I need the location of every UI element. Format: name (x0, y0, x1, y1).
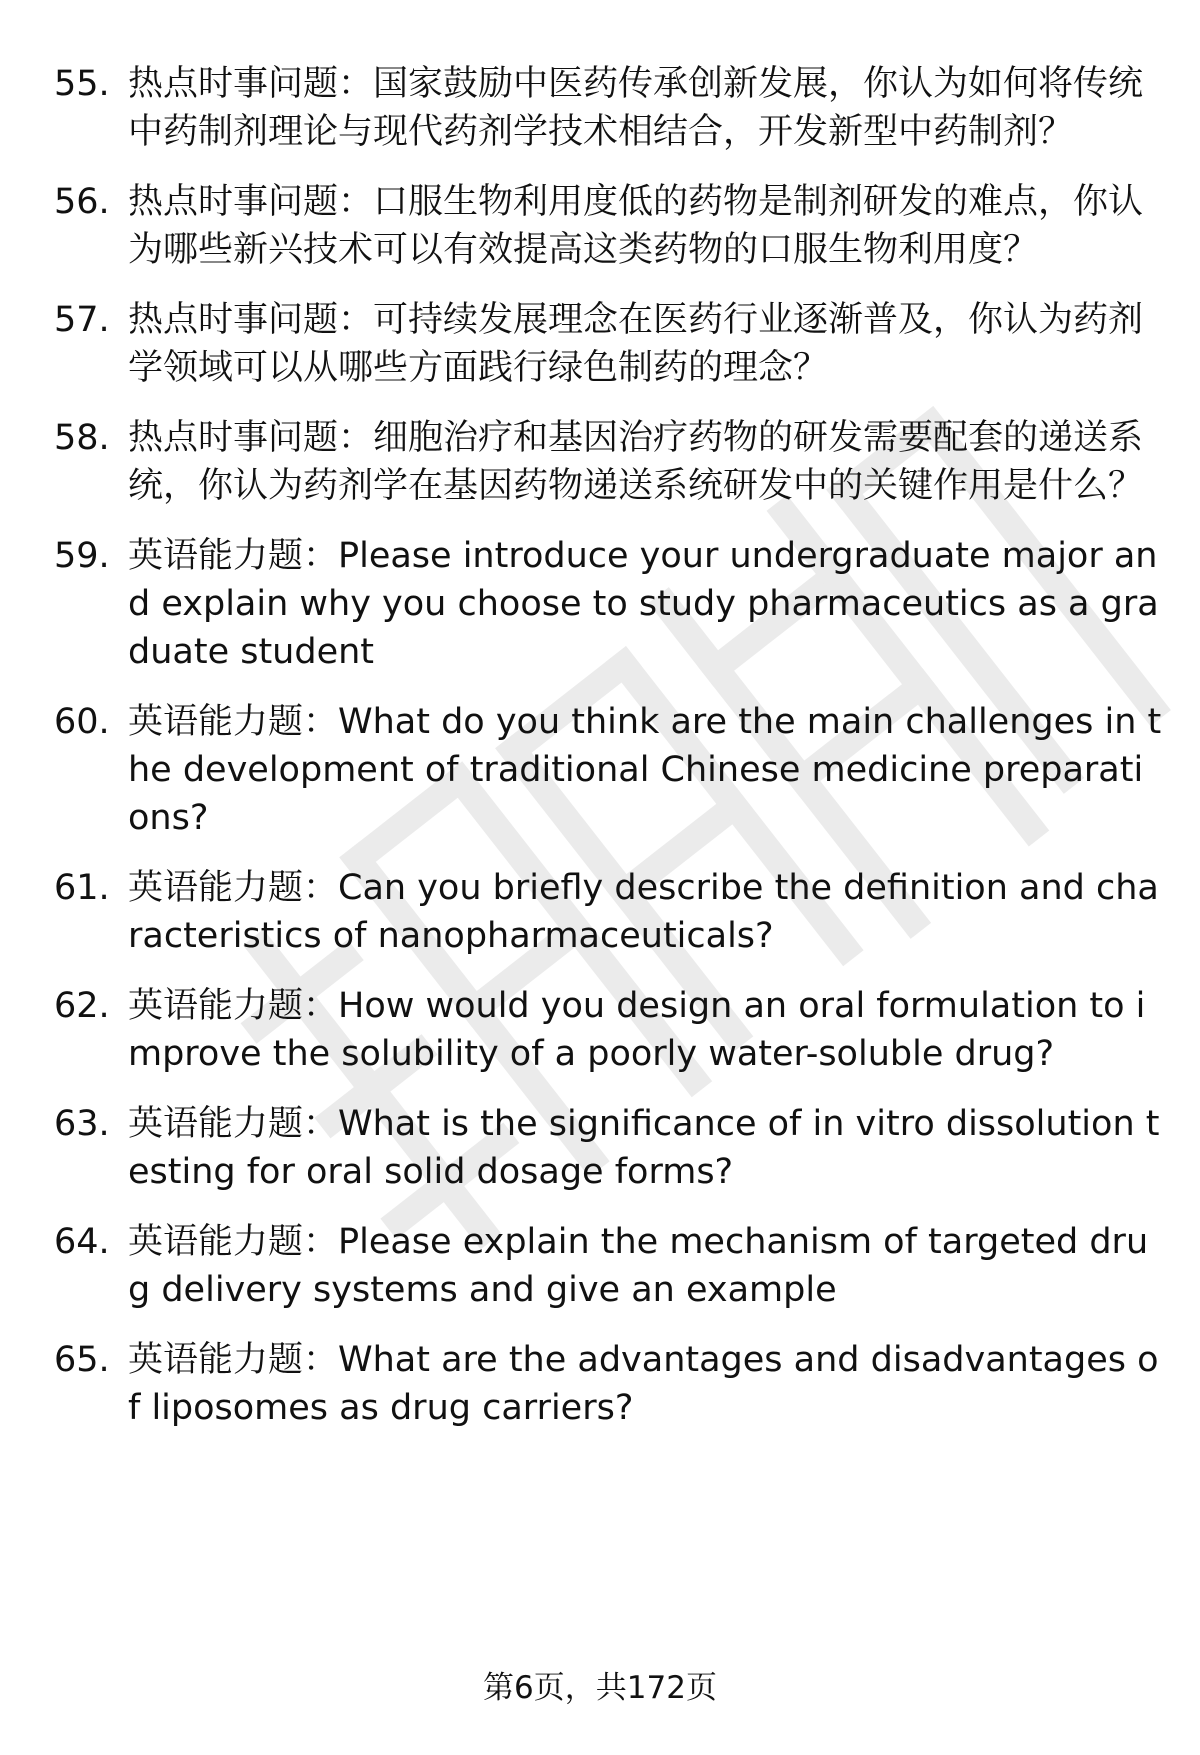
question-number: 56. (54, 182, 110, 222)
question-number: 62. (54, 986, 110, 1026)
question-number: 57. (54, 300, 110, 340)
question-text: 英语能力题：What is the significance of in vitro dissolution testing for oral solid dosage forms? (128, 1104, 1160, 1192)
question-number: 59. (54, 536, 110, 576)
question-text: 热点时事问题：细胞治疗和基因治疗药物的研发需要配套的递送系统，你认为药剂学在基因药物递送系统研发中的关键作用是什么？ (128, 418, 1144, 506)
question-number: 60. (54, 702, 110, 742)
question-item (54, 1218, 1164, 1314)
question-text: 热点时事问题：国家鼓励中医药传承创新发展，你认为如何将传统中药制剂理论与现代药剂学技术相结合，开发新型中药制剂？ (128, 64, 1144, 152)
question-text: 英语能力题：Can you briefly describe the definition and characteristics of nanopharmaceuticals? (128, 868, 1159, 956)
question-text: 热点时事问题：可持续发展理念在医药行业逐渐普及，你认为药剂学领域可以从哪些方面践行绿色制药的理念？ (128, 300, 1144, 388)
question-text: 英语能力题：What are the advantages and disadvantages of liposomes as drug carriers? (128, 1340, 1159, 1428)
question-number: 64. (54, 1222, 110, 1262)
page-number-footer: 第6页，共172页 (483, 1670, 717, 1706)
question-text: 英语能力题：Please explain the mechanism of targeted drug delivery systems and give an example (128, 1222, 1149, 1310)
question-item (54, 414, 1164, 510)
question-item (54, 60, 1164, 156)
question-item (54, 698, 1164, 842)
question-number: 61. (54, 868, 110, 908)
question-item (54, 982, 1164, 1078)
question-list (54, 60, 1164, 1432)
question-item (54, 532, 1164, 676)
question-item (54, 1100, 1164, 1196)
question-item (54, 1336, 1164, 1432)
question-text: 热点时事问题：口服生物利用度低的药物是制剂研发的难点，你认为哪些新兴技术可以有效提高这类药物的口服生物利用度？ (128, 182, 1144, 270)
question-item (54, 864, 1164, 960)
question-text: 英语能力题：How would you design an oral formulation to improve the solubility of a poorly water-soluble drug? (128, 986, 1146, 1074)
question-item (54, 178, 1164, 274)
question-text: 英语能力题：Please introduce your undergraduate major and explain why you choose to study pharmaceutics as a graduate student (128, 536, 1159, 672)
question-item (54, 296, 1164, 392)
question-number: 65. (54, 1340, 110, 1380)
question-number: 63. (54, 1104, 110, 1144)
question-number: 58. (54, 418, 110, 458)
question-text: 英语能力题：What do you think are the main challenges in the development of traditional Chinese medicine preparations? (128, 702, 1162, 838)
question-number: 55. (54, 64, 110, 104)
